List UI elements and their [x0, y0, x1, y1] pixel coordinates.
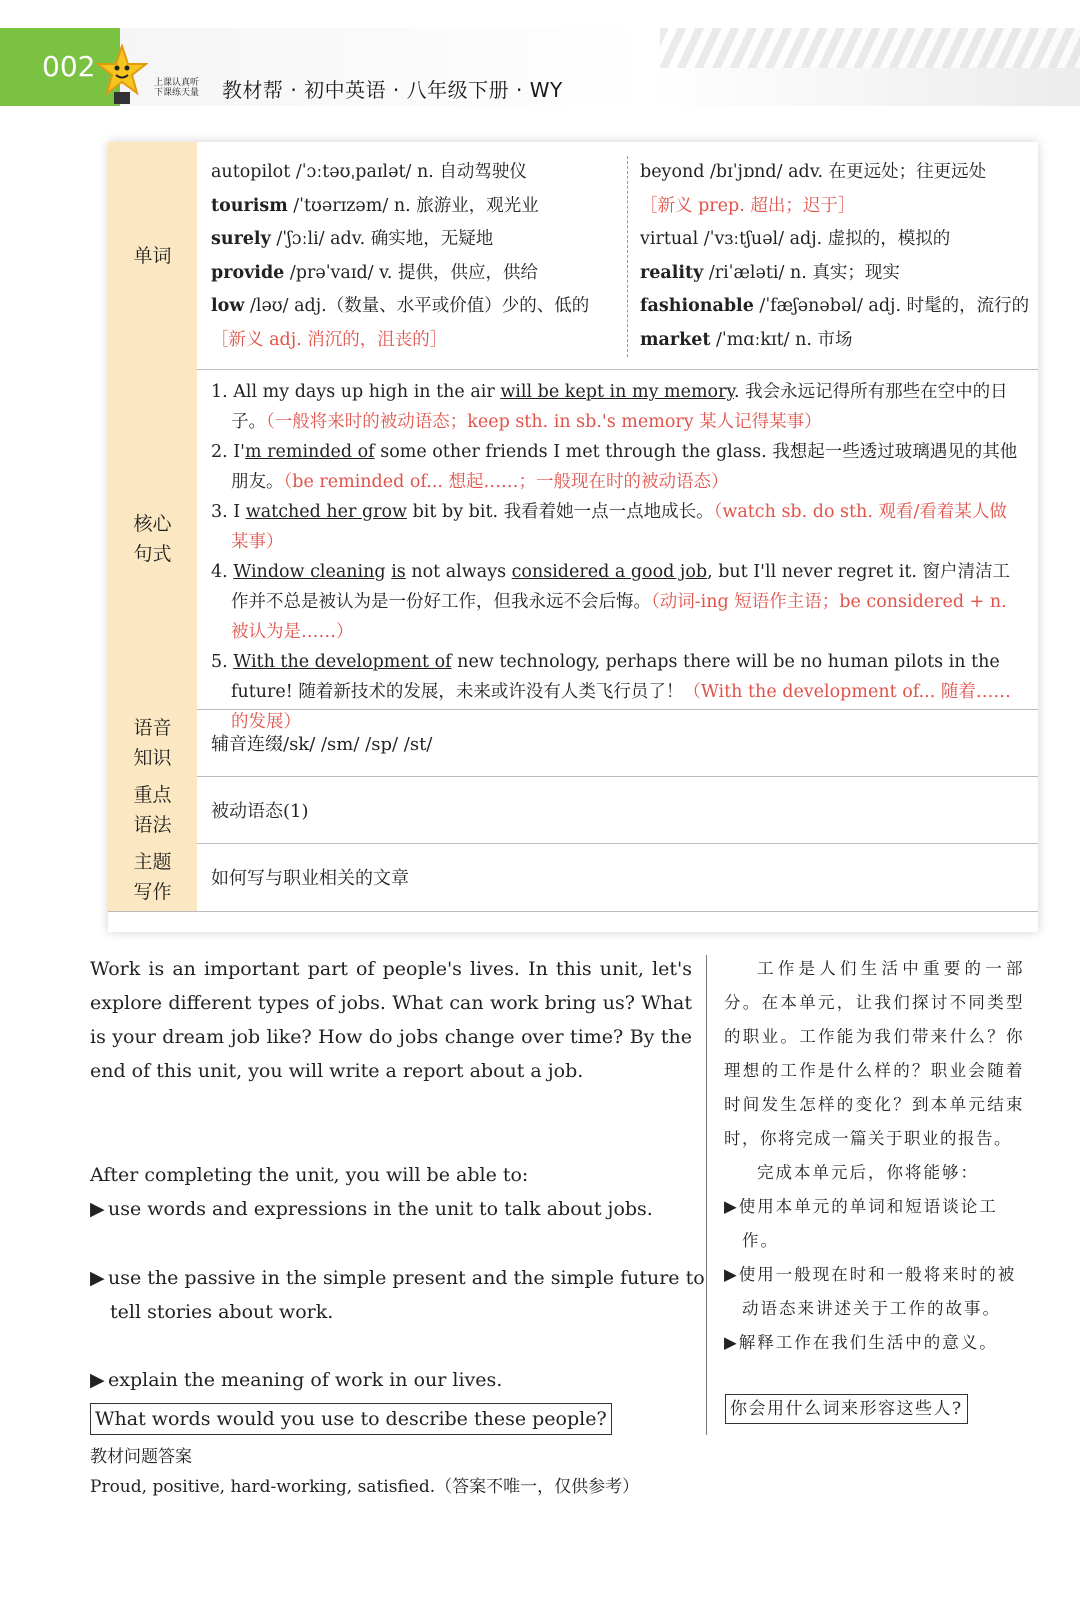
sentence-note: （一般将来时的被动语态；keep sth. in sb.'s memory 某人记得某事） — [266, 412, 822, 432]
sentence-text: , but I'll never regret it. 窗户清洁工作并不总是被认为是一份好工作，但我永远不会后悔。 — [231, 562, 1011, 612]
vocab-def: /bɪˈjɒnd/ adv. 在更远处；往更远处 — [704, 162, 987, 182]
sentence-underline: m reminded of — [244, 442, 375, 462]
vocab-def: /ləʊ/ adj.（数量、水平或价值）少的、低的 — [244, 296, 590, 316]
label-line: 重点 — [133, 783, 172, 806]
slogan-line-1: 上课认真听 — [154, 78, 200, 88]
intro-english: Work is an important part of people's lives. In this unit, let's explore different types of jobs. What can work bring us? What is your dream job like? How do jobs change over time? By the end of this unit, you will write a report about a job. — [90, 958, 692, 1082]
column-divider — [706, 955, 707, 1435]
slogan-line-2: 下课练天量 — [154, 88, 200, 98]
triangle-bullet-icon: ▶ — [90, 1369, 105, 1391]
phonetics-label — [108, 709, 197, 776]
vocab-new-meaning-note: ［新义 adj. 消沉的，沮丧的］ — [211, 329, 448, 350]
label-line: 核心 — [133, 513, 172, 535]
objectives-chinese — [724, 1156, 1029, 1360]
writing-text: 如何写与职业相关的文章 — [211, 868, 409, 889]
writing-row — [108, 843, 1038, 912]
objective-text: use the passive in the simple present and the simple future to tell stories about work. — [108, 1267, 705, 1323]
vocab-def: /riˈæləti/ n. 真实；现实 — [703, 262, 900, 283]
discussion-question-en: What words would you use to describe these people? — [90, 1403, 612, 1435]
sentence-text: not always — [405, 562, 512, 582]
key-sentence — [211, 437, 1024, 497]
label-line: 语法 — [133, 813, 172, 836]
sentence-note: （动词-ing 短语作主语；be considered + n. 被认为是……） — [231, 592, 1007, 642]
sentence-text: bit by bit. 我看着她一点一点地成长。 — [407, 502, 714, 522]
sentence-text: 5. — [211, 652, 234, 672]
label-line: 知识 — [133, 746, 172, 769]
after-completing-zh: 完成本单元后，你将能够： — [757, 1163, 979, 1182]
sentence-note: （watch sb. do sth. 观看/看着某人做某事） — [231, 502, 1007, 552]
vocab-entry — [640, 257, 1020, 291]
vocab-def: /ˈmɑːkɪt/ n. 市场 — [710, 329, 853, 350]
vocabulary-row — [108, 142, 1038, 370]
vocab-word: provide — [211, 262, 285, 283]
key-sentence — [211, 557, 1024, 647]
key-sentence — [211, 497, 1024, 557]
slogan — [154, 78, 199, 98]
vocab-def: /ˈɔːtəʊˌpaɪlət/ n. 自动驾驶仪 — [290, 162, 527, 182]
vocabulary-label: 单词 — [108, 142, 197, 369]
grammar-row — [108, 776, 1038, 844]
answer-text: Proud, positive, hard-working, satisfied.（答案不唯一，仅供参考） — [90, 1477, 640, 1497]
after-completing-en: After completing the unit, you will be able to: — [90, 1164, 529, 1186]
objective-text: explain the meaning of work in our lives. — [108, 1369, 503, 1391]
vocab-word: market — [640, 329, 711, 350]
header-decoration — [660, 28, 1080, 68]
label-line: 主题 — [133, 851, 172, 873]
page-number: 002 — [0, 28, 120, 106]
vocab-new-meaning-note: ［新义 prep. 超出；迟于］ — [640, 195, 856, 216]
book-title: 教材帮 · 初中英语 · 八年级下册 · WY — [222, 78, 563, 102]
phonetics-text: 辅音连缀/sk/ /sm/ /sp/ /st/ — [211, 733, 433, 755]
objective-text: 使用本单元的单词和短语谈论工作。 — [738, 1197, 998, 1250]
vocabulary-left-column — [211, 156, 611, 357]
answer-heading: 教材问题答案 — [90, 1447, 192, 1467]
vocab-entry — [640, 223, 1020, 257]
triangle-bullet-icon: ▶ — [90, 1267, 105, 1289]
vocab-entry — [640, 156, 1020, 190]
intro-chinese-text: 工作是人们生活中重要的一部分。在本单元，让我们探讨不同类型的职业。工作能为我们带来什么？你理想的工作是什么样的？职业会随着时间发生怎样的变化？到本单元结束时，你将完成一篇关于职业的报告。 — [724, 959, 1024, 1148]
vocab-entry — [211, 290, 611, 324]
discussion-question-zh: 你会用什么词来形容这些人? — [725, 1394, 968, 1424]
key-sentence — [211, 377, 1024, 437]
label-line: 语音 — [133, 716, 172, 739]
objective-en — [90, 1261, 710, 1329]
label-line: 句式 — [133, 543, 172, 565]
key-sentences-list — [211, 377, 1024, 737]
vocab-entry — [211, 156, 611, 190]
triangle-bullet-icon: ▶ — [90, 1198, 105, 1220]
objective-text: 解释工作在我们生活中的意义。 — [738, 1333, 998, 1352]
vocab-entry — [640, 324, 1020, 358]
vocab-def: /ˈʃɔːli/ adv. 确实地，无疑地 — [270, 229, 494, 249]
sentence-text: some other friends I met through the glass. 我想起一些透过玻璃遇见的其他朋友。 — [231, 442, 1018, 492]
vocab-word: tourism — [211, 195, 288, 216]
vocabulary-right-column — [627, 156, 1030, 357]
vocab-word: fashionable — [640, 296, 754, 316]
vocab-entry — [211, 257, 611, 291]
objective-text: use words and expressions in the unit to talk about jobs. — [108, 1198, 653, 1220]
unit-summary-table — [108, 142, 1038, 932]
sentence-text: 1. All my days up high in the air — [211, 382, 501, 402]
star-mascot-icon — [96, 44, 148, 106]
vocab-word: beyond — [640, 162, 705, 182]
vocab-def: /ˈfæʃənəbəl/ adj. 时髦的，流行的 — [753, 296, 1030, 316]
objective-en — [90, 1363, 695, 1397]
sentence-text: 3. I — [211, 502, 246, 522]
vocab-entry — [211, 190, 611, 224]
sentence-underline: With the development of — [233, 652, 452, 672]
objective-text: 使用一般现在时和一般将来时的被动语态来讲述关于工作的故事。 — [738, 1265, 1017, 1318]
grammar-label — [108, 776, 197, 843]
key-sentences-label — [108, 369, 197, 709]
objective-zh — [724, 1190, 1029, 1258]
vocab-word: surely — [211, 229, 271, 249]
sentence-text: new technology, perhaps there will be no human pilots in the future! 随着新技术的发展，未来或许没有人类飞行员了！ — [231, 652, 1000, 702]
vocab-def: /prəˈvaɪd/ v. 提供，供应，供给 — [284, 262, 539, 283]
sentence-text: . 我会永远记得所有那些在空中的日子。 — [231, 382, 1008, 432]
phonetics-row — [108, 709, 1038, 777]
vocab-word: reality — [640, 262, 704, 283]
sentence-underline: will be kept in my memory — [500, 382, 735, 402]
vocab-word: autopilot — [211, 162, 291, 182]
sentence-note: （be reminded of... 想起……；一般现在时的被动语态） — [283, 472, 729, 492]
vocab-word: virtual — [640, 229, 699, 249]
objective-zh — [724, 1258, 1029, 1326]
sentence-underline: Window cleaning — [233, 562, 386, 582]
vocab-def: /ˈvɜːtʃuəl/ adj. 虚拟的，模拟的 — [698, 229, 951, 249]
objective-zh — [724, 1326, 1029, 1360]
intro-chinese — [724, 952, 1024, 1156]
sentence-underline: watched her grow — [245, 502, 408, 522]
sentence-text: 2. I' — [211, 442, 245, 462]
vocab-def: /ˈtʊərɪzəm/ n. 旅游业，观光业 — [287, 195, 539, 216]
sentence-note: （With the development of... 随着……的发展） — [231, 682, 1011, 732]
vocab-entry — [640, 290, 1030, 324]
triangle-bullet-icon: ▶ — [724, 1197, 739, 1216]
sentence-text: 4. — [211, 562, 234, 582]
sentence-underline: considered a good job — [511, 562, 708, 582]
writing-label — [108, 843, 197, 911]
label-line: 写作 — [133, 881, 172, 903]
objective-en — [90, 1192, 695, 1226]
triangle-bullet-icon: ▶ — [724, 1333, 739, 1352]
vocab-entry — [211, 223, 611, 257]
vocab-word: low — [211, 296, 245, 316]
sentence-underline: is — [391, 562, 406, 582]
triangle-bullet-icon: ▶ — [724, 1265, 739, 1284]
grammar-text: 被动语态(1) — [211, 800, 309, 822]
